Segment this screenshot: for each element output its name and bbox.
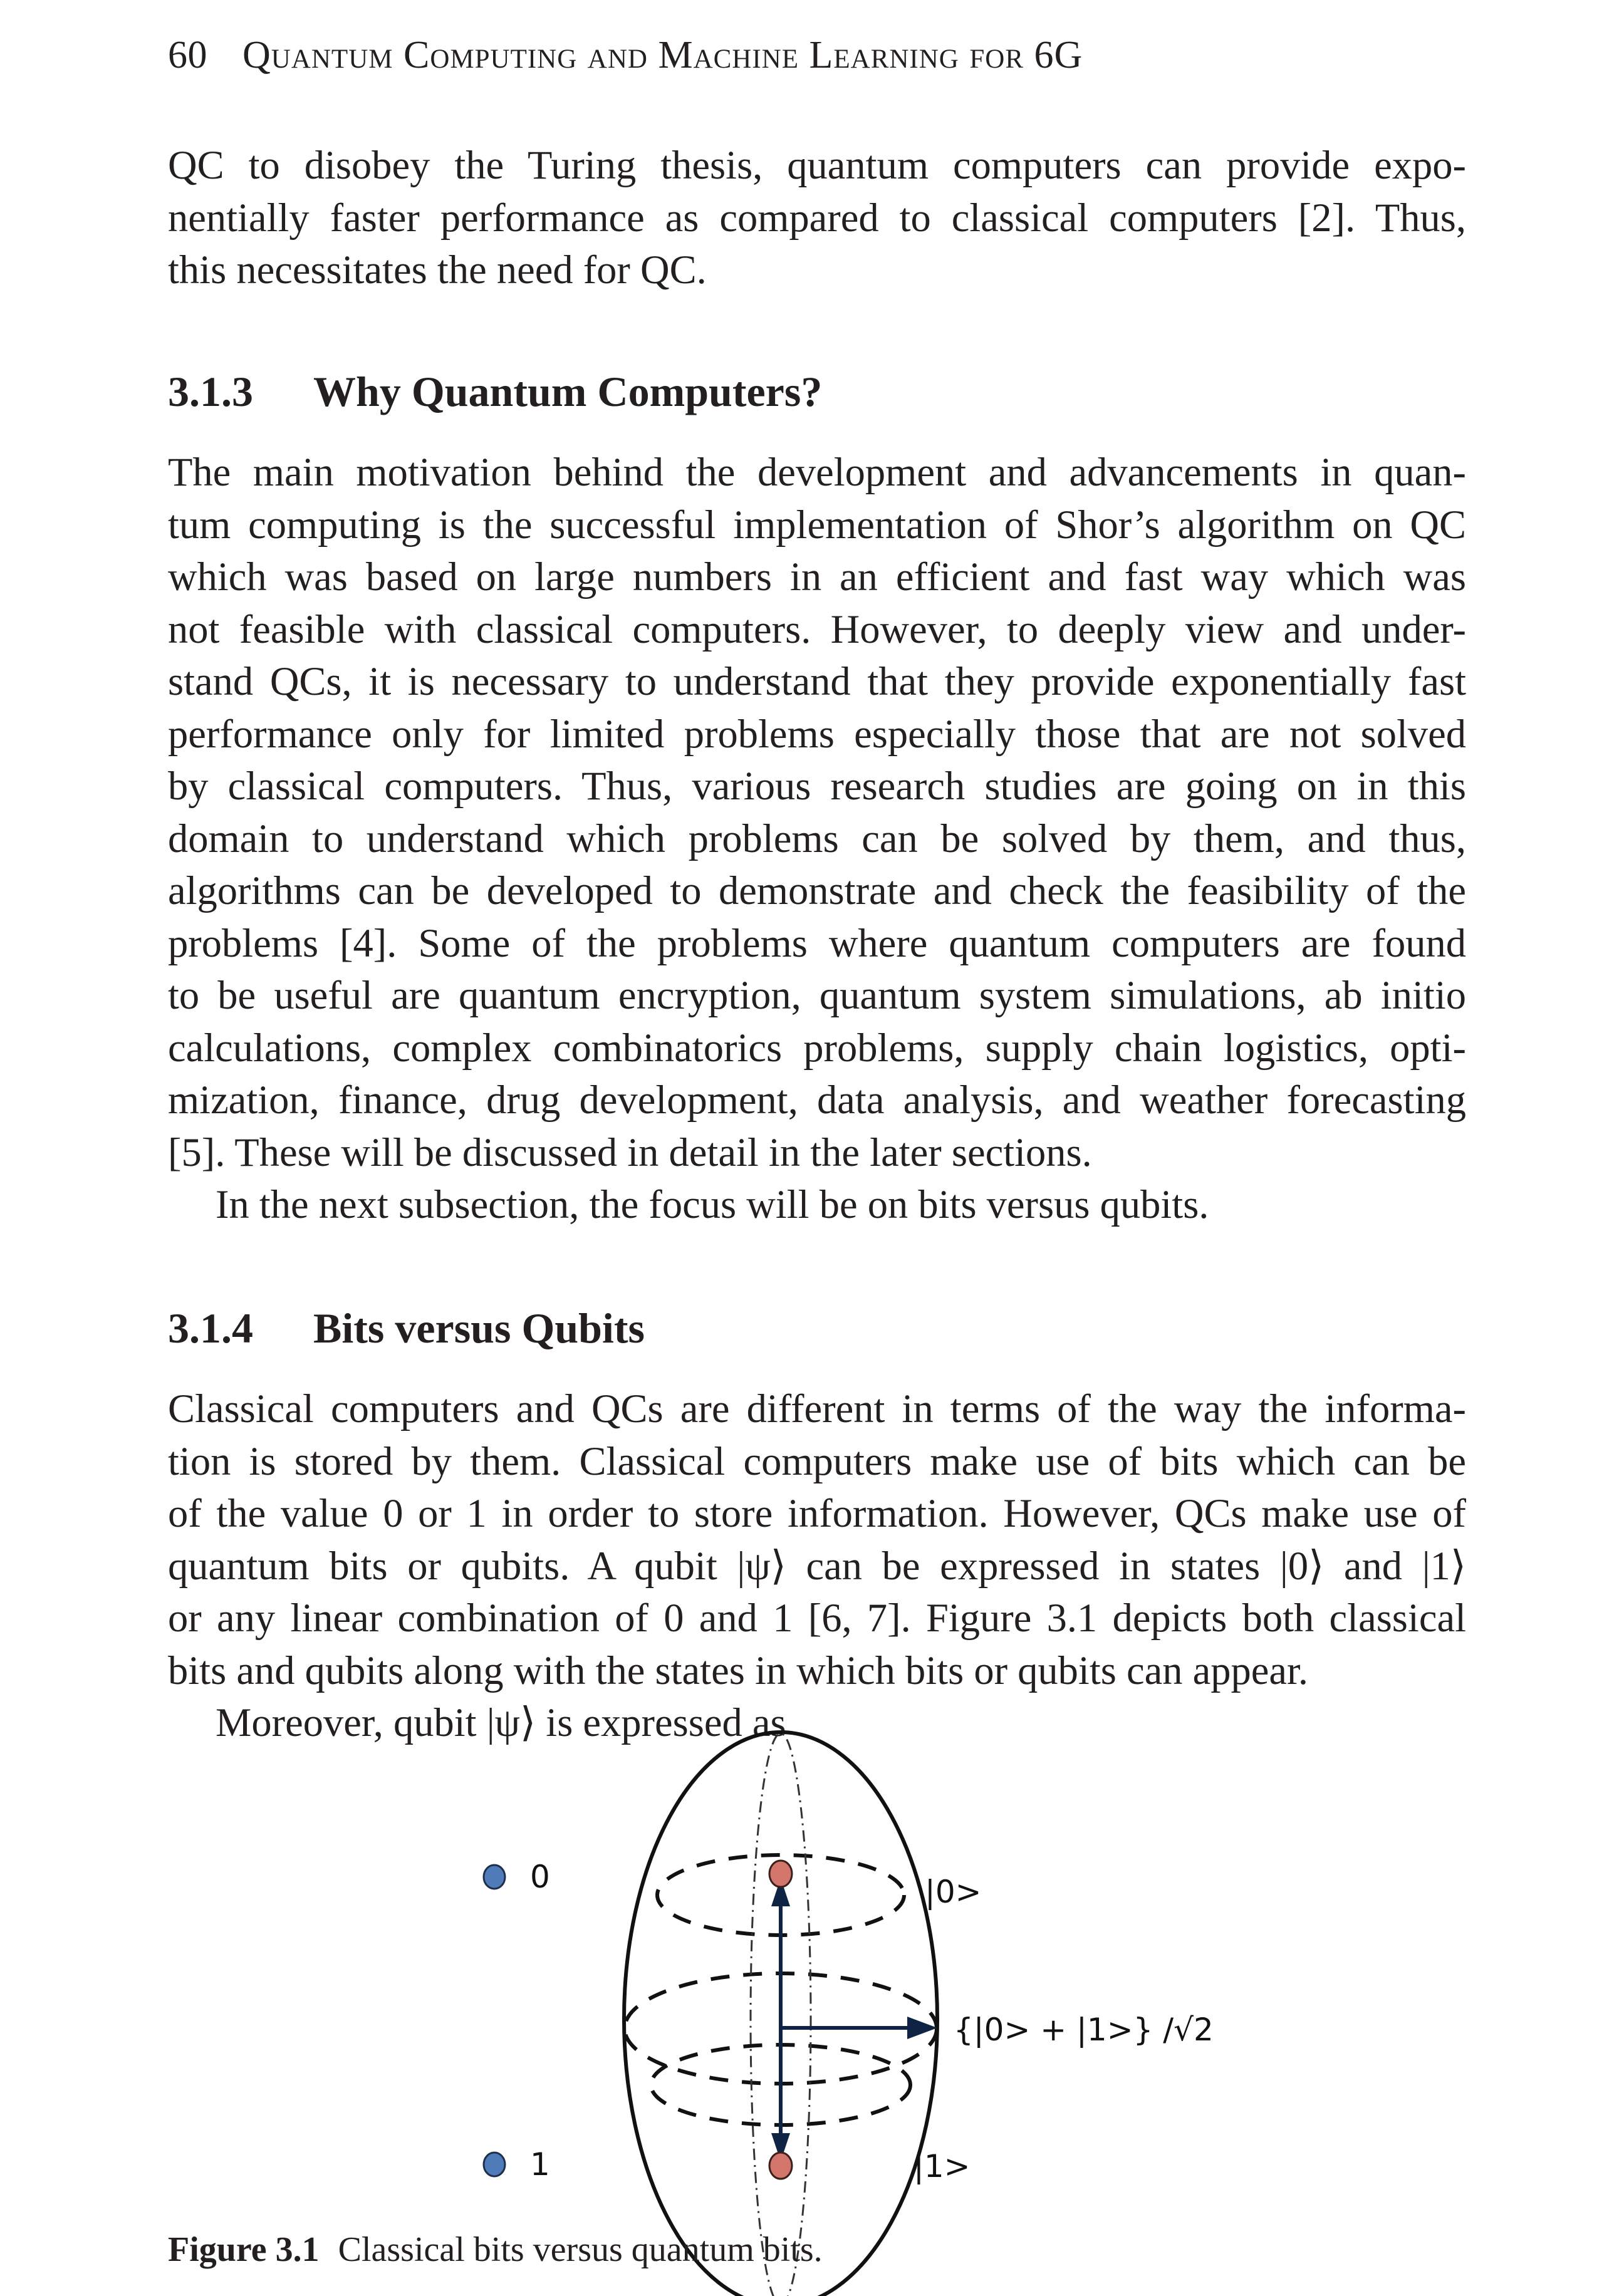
meridian-ring xyxy=(751,1733,811,2296)
pole-one-dot xyxy=(769,2153,792,2179)
text-run: quantum bits or qubits. A qubit xyxy=(168,1543,737,1588)
text-line: problems [4]. Some of the problems where quantum computers are found xyxy=(168,920,1466,965)
ket-one: |1⟩ xyxy=(1422,1543,1467,1588)
text-run: can be expressed in states xyxy=(786,1543,1280,1588)
text-line xyxy=(168,1696,1466,1749)
caption-text: Classical bits versus quantum bits. xyxy=(338,2230,823,2269)
text-line: or any linear combination of 0 and 1 [6, 7]. Figure 3.1 depicts both classical xyxy=(168,1596,1466,1640)
text-line: mization, finance, drug development, data analysis, and weather forecasting xyxy=(168,1078,1466,1122)
ket-zero: |0⟩ xyxy=(1279,1543,1325,1588)
arrowhead-up-icon xyxy=(771,1878,790,1906)
arrowhead-down-icon xyxy=(771,2133,790,2161)
text-line: Classical computers and QCs are different in terms of the way the informa- xyxy=(168,1386,1466,1431)
text-run: Moreover, qubit xyxy=(216,1700,487,1745)
text-line: which was based on large numbers in an efficient and fast way which was xyxy=(168,554,1466,599)
section-3-1-3-body xyxy=(168,446,1466,1231)
intro-paragraph xyxy=(168,139,1466,296)
latitude-ring-equator xyxy=(625,1973,937,2084)
ket-one-label: |1> xyxy=(914,2148,971,2184)
classical-bit-0-dot xyxy=(484,1865,505,1889)
latitude-ring-bottom xyxy=(651,2045,910,2125)
classical-bit-1-dot xyxy=(484,2153,505,2176)
text-line xyxy=(168,1540,1466,1592)
superposition-label: {|0> + |1>} /√2 xyxy=(954,2012,1214,2048)
text-line: QC to disobey the Turing thesis, quantum computers can provide expo- xyxy=(168,143,1466,187)
bloch-sphere-outline xyxy=(624,1732,937,2296)
text-line: In the next subsection, the focus will be on bits versus qubits. xyxy=(216,1182,1209,1227)
text-line: The main motivation behind the development and advancements in quan- xyxy=(168,450,1466,494)
text-line: to be useful are quantum encryption, quantum system simulations, ab initio xyxy=(168,973,1466,1017)
text-line: algorithms can be developed to demonstrate and check the feasibility of the xyxy=(168,868,1466,913)
ket-psi: |ψ⟩ xyxy=(737,1543,786,1588)
text-line: performance only for limited problems especially those that are not solved xyxy=(168,711,1466,756)
section-heading-3-1-4 xyxy=(168,1300,645,1356)
text-line: domain to understand which problems can be solved by them, and thus, xyxy=(168,816,1466,861)
text-line: calculations, complex combinatorics problems, supply chain logistics, opti- xyxy=(168,1025,1466,1070)
classical-bit-1-label: 1 xyxy=(530,2146,550,2183)
section-title: Why Quantum Computers? xyxy=(313,368,823,415)
text-line: this necessitates the need for QC. xyxy=(168,247,707,292)
book-title: Quantum Computing and Machine Learning for 6G xyxy=(242,34,1083,76)
text-line: not feasible with classical computers. However, to deeply view and under- xyxy=(168,606,1466,652)
page-number: 60 xyxy=(168,34,207,76)
caption-label: Figure 3.1 xyxy=(168,2230,320,2269)
text-run: and xyxy=(1324,1543,1422,1588)
text-line: tion is stored by them. Classical computers make use of bits which can be xyxy=(168,1438,1466,1483)
text-line: [5]. These will be discussed in detail in the later sections. xyxy=(168,1130,1092,1175)
arrowhead-right-icon xyxy=(907,2017,937,2039)
section-3-1-4-body xyxy=(168,1383,1466,1749)
section-title: Bits versus Qubits xyxy=(313,1304,645,1352)
section-number: 3.1.4 xyxy=(168,1304,253,1352)
text-line: by classical computers. Thus, various research studies are going on in this xyxy=(168,764,1466,808)
text-line: of the value 0 or 1 in order to store information. However, QCs make use of xyxy=(168,1491,1466,1535)
running-head xyxy=(168,30,1083,80)
text-line: nentially faster performance as compared to classical computers [2]. Thus, xyxy=(168,195,1466,240)
pole-zero-dot xyxy=(769,1861,792,1887)
text-line: stand QCs, it is necessary to understand that they provide exponentially fast xyxy=(168,659,1466,704)
section-heading-3-1-3 xyxy=(168,363,822,420)
text-run: is expressed as xyxy=(536,1700,786,1745)
text-line: bits and qubits along with the states in which bits or qubits can appear. xyxy=(168,1648,1309,1693)
classical-bit-0-label: 0 xyxy=(530,1859,550,1895)
section-number: 3.1.3 xyxy=(168,368,253,415)
figure-caption xyxy=(168,2228,823,2272)
text-line: tum computing is the successful implementation of Shor’s algorithm on QC xyxy=(168,502,1466,547)
ket-psi: |ψ⟩ xyxy=(486,1700,536,1745)
ket-zero-label: |0> xyxy=(925,1874,982,1910)
latitude-ring-top xyxy=(657,1855,904,1935)
